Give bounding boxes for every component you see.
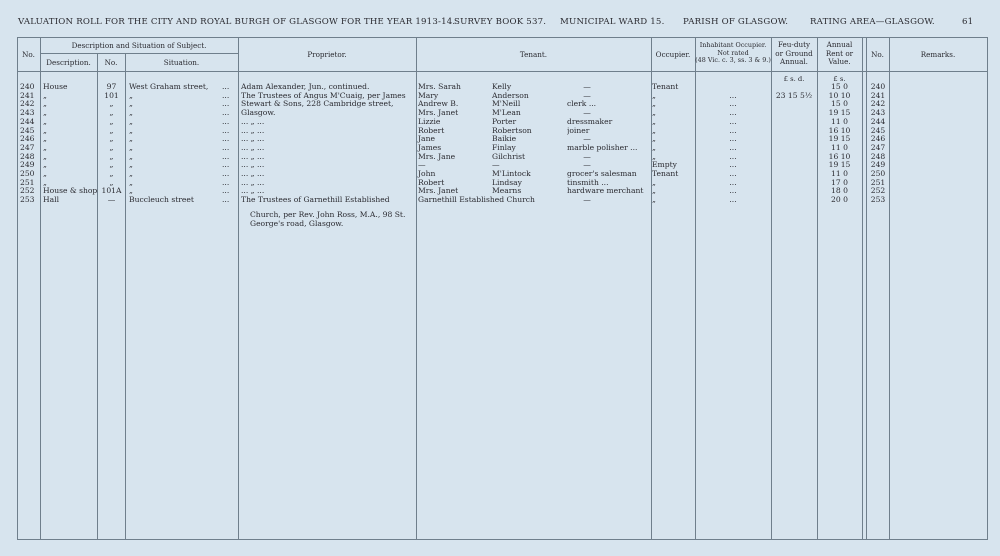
feu-currency: £ s. d.: [783, 75, 805, 83]
row-occupation: —: [583, 109, 591, 118]
desc-group-rule: [40, 53, 238, 54]
row-tenant-first: Mary: [418, 90, 439, 100]
row-situation: „: [129, 125, 133, 135]
row-inhabitant: ...: [729, 186, 737, 196]
row-proprietor: ... „ ...: [241, 125, 265, 135]
rating-area: RATING AREA—GLASGOW.: [810, 17, 935, 27]
row-tenant-last: M'Lintock: [492, 169, 531, 178]
row-tenant-first: James: [418, 142, 442, 152]
col-header-tenant: Tenant.: [519, 50, 548, 59]
row-no-right: 248: [870, 151, 886, 161]
feu-line: Annual.: [780, 57, 808, 66]
row-occupier: „: [652, 134, 656, 144]
col-rule: [40, 37, 41, 540]
row-no-right: 244: [870, 116, 886, 126]
row-proprietor: Glasgow.: [241, 108, 276, 118]
row-proprietor: ... „ ...: [241, 134, 265, 144]
row-occupation: hardware merchant: [567, 187, 644, 196]
row-annual-rent: 16 10: [828, 125, 851, 135]
inhabitant-line: Not rated: [717, 48, 749, 57]
row-tenant-first: Jane: [418, 134, 435, 144]
row-number: „: [109, 125, 114, 135]
row-annual-rent: 20 0: [831, 195, 848, 205]
row-occupier: „: [652, 142, 656, 152]
row-annual-rent: 18 0: [831, 186, 848, 196]
row-tenant-first: Mrs. Jane: [418, 151, 456, 161]
row-situation: „: [129, 116, 133, 126]
row-no: 250: [20, 169, 35, 178]
row-annual-rent: 15 0: [831, 82, 848, 91]
col-header-occupier: Occupier.: [655, 50, 691, 59]
row-feu-duty: 23 15 5½: [775, 90, 813, 100]
row-no: 241: [20, 90, 35, 100]
row-inhabitant: ...: [729, 195, 737, 205]
row-tenant-last: Baikie: [492, 134, 517, 144]
row-description: House: [43, 83, 68, 91]
row-occupation: —: [583, 152, 591, 161]
row-proprietor: ... „ ...: [241, 177, 265, 187]
row-inhabitant: ...: [729, 125, 737, 135]
row-occupier: „: [652, 151, 656, 161]
row-occupier: Empty: [652, 160, 677, 170]
row-no: 253: [20, 195, 35, 205]
row-proprietor: ... „ ...: [241, 116, 265, 126]
proprietor-continuation: George's road, Glasgow.: [250, 219, 344, 228]
col-header-no: No.: [22, 50, 35, 59]
row-occupation: —: [583, 196, 591, 205]
row-description: House & shop: [43, 187, 97, 196]
row-occupier: Tenant: [652, 169, 679, 178]
row-occupier: „: [652, 195, 656, 205]
col-header-proprietor: Proprietor.: [307, 50, 347, 59]
row-leader-dots: ...: [222, 99, 230, 109]
row-no-right: 250: [870, 169, 886, 178]
row-proprietor: ... „ ...: [241, 142, 265, 152]
feu-line: or Ground: [775, 48, 813, 58]
row-description: „: [43, 117, 47, 126]
row-no-right: 253: [870, 195, 886, 205]
row-occupation: marble polisher ...: [567, 143, 638, 152]
col-rule: [17, 37, 18, 540]
header-bottom-rule: [17, 71, 987, 72]
row-occupation: grocer's salesman: [567, 170, 637, 178]
feu-line: Feu-duty: [777, 40, 811, 49]
col-header-desc-group: Description and Situation of Subject.: [71, 41, 207, 50]
row-no: 246: [20, 134, 35, 144]
row-proprietor: ... „ ...: [241, 151, 265, 161]
row-tenant-first: Mrs. Janet: [418, 108, 459, 118]
annual-line: Rent or: [825, 48, 854, 58]
row-tenant-last: Lindsay: [492, 177, 522, 187]
row-occupier: „: [652, 108, 656, 118]
row-no: 244: [20, 116, 35, 126]
row-occupier: „: [652, 177, 656, 187]
row-annual-rent: 11 0: [831, 169, 848, 178]
top-rule: [17, 37, 987, 38]
col-header-no-right: No.: [871, 50, 884, 59]
row-proprietor: ... „ ...: [241, 169, 265, 178]
row-leader-dots: ...: [222, 177, 230, 187]
row-proprietor: Adam Alexander, Jun., continued.: [241, 82, 370, 91]
row-inhabitant: ...: [729, 160, 737, 170]
row-tenant-first: Lizzie: [418, 116, 441, 126]
annual-line: Annual: [826, 40, 853, 49]
row-no: 249: [20, 160, 35, 170]
row-number: „: [109, 134, 114, 144]
row-number: „: [109, 177, 114, 187]
proprietor-continuation: Church, per Rev. John Ross, M.A., 98 St.: [250, 210, 406, 219]
row-description: „: [43, 161, 47, 170]
row-description: „: [43, 152, 47, 161]
row-situation: „: [129, 108, 133, 118]
row-annual-rent: 15 0: [831, 99, 848, 109]
row-no: 252: [20, 186, 35, 196]
row-number: „: [109, 108, 114, 118]
col-rule: [125, 53, 126, 540]
row-no-right: 249: [870, 160, 886, 170]
row-description: „: [43, 135, 47, 144]
municipal-ward: MUNICIPAL WARD 15.: [560, 17, 665, 27]
row-description: „: [43, 143, 47, 152]
row-number: „: [109, 169, 114, 178]
row-number: 101A: [101, 186, 122, 196]
row-number: „: [109, 116, 114, 126]
row-description: „: [43, 126, 47, 135]
row-tenant-last: —: [492, 160, 500, 170]
row-occupation: clerk ...: [567, 100, 597, 109]
col-header-annual-rent: [817, 41, 862, 67]
row-situation: „: [129, 99, 133, 109]
bottom-rule: [17, 539, 987, 540]
row-number: —: [107, 195, 116, 205]
row-situation: „: [129, 160, 133, 170]
row-tenant-first: Garnethill Established Church: [418, 195, 535, 205]
row-number: „: [109, 99, 114, 109]
row-occupation: —: [583, 135, 591, 144]
row-annual-rent: 17 0: [831, 177, 848, 187]
row-tenant-first: Robert: [418, 125, 445, 135]
roll-title: VALUATION ROLL FOR THE CITY AND ROYAL BURGH OF GLASGOW FOR THE YEAR 1913-14.: [18, 17, 456, 27]
row-tenant-first: Mrs. Janet: [418, 186, 459, 196]
row-annual-rent: 10 10: [828, 90, 851, 100]
row-number: „: [109, 160, 114, 170]
row-no-right: 241: [870, 90, 886, 100]
row-no-right: 247: [870, 142, 886, 152]
row-tenant-last: Kelly: [492, 82, 512, 91]
row-number: 97: [106, 82, 117, 91]
row-proprietor: Stewart & Sons, 228 Cambridge street,: [241, 99, 394, 109]
row-no-right: 242: [870, 99, 886, 109]
col-header-number: No.: [104, 58, 118, 67]
row-leader-dots: ...: [222, 125, 230, 135]
row-proprietor: The Trustees of Garnethill Established: [241, 195, 390, 205]
row-description: „: [43, 178, 47, 187]
row-occupation: —: [583, 83, 591, 91]
row-situation: West Graham street,: [129, 82, 209, 91]
row-situation: „: [129, 169, 133, 178]
row-leader-dots: ...: [222, 134, 230, 144]
row-leader-dots: ...: [222, 169, 230, 178]
row-no-right: 245: [870, 125, 886, 135]
col-rule: [771, 37, 772, 540]
page-number: 61: [962, 17, 974, 27]
row-occupier: „: [652, 99, 656, 109]
row-situation: „: [129, 134, 133, 144]
row-situation: „: [129, 151, 133, 161]
row-no: 251: [20, 177, 35, 187]
col-rule: [97, 53, 98, 540]
row-tenant-first: Robert: [418, 177, 445, 187]
row-tenant-first: —: [418, 160, 426, 170]
row-leader-dots: ...: [222, 160, 230, 170]
row-annual-rent: 19 15: [828, 134, 851, 144]
row-occupier: „: [652, 186, 656, 196]
row-occupation: —: [583, 161, 591, 170]
row-leader-dots: ...: [222, 142, 230, 152]
row-occupier: „: [652, 116, 656, 126]
row-situation: Buccleuch street: [129, 195, 194, 205]
row-no: 247: [20, 142, 35, 152]
row-tenant-first: Mrs. Sarah: [418, 82, 461, 91]
row-number: „: [109, 151, 114, 161]
col-rule: [416, 37, 417, 540]
row-occupier: Tenant: [652, 82, 679, 91]
row-inhabitant: ...: [729, 151, 737, 161]
row-proprietor: ... „ ...: [241, 160, 265, 170]
row-no: 242: [20, 99, 35, 109]
row-leader-dots: ...: [222, 82, 230, 91]
row-inhabitant: ...: [729, 108, 737, 118]
row-tenant-last: Mearns: [492, 186, 522, 196]
row-tenant-last: Robertson: [492, 125, 532, 135]
row-leader-dots: ...: [222, 186, 230, 196]
row-inhabitant: ...: [729, 134, 737, 144]
row-occupier: „: [652, 90, 656, 100]
inhabitant-line: (48 Vic. c. 3, ss. 3 & 9.): [695, 56, 771, 65]
row-occupation: dressmaker: [567, 117, 613, 126]
row-annual-rent: 19 15: [828, 160, 851, 170]
row-inhabitant: ...: [729, 116, 737, 126]
row-no: 245: [20, 125, 35, 135]
row-inhabitant: ...: [729, 99, 737, 109]
row-occupier: „: [652, 125, 656, 135]
row-inhabitant: ...: [729, 177, 737, 187]
col-rule: [889, 37, 890, 540]
row-annual-rent: 19 15: [828, 108, 851, 118]
row-leader-dots: ...: [222, 90, 230, 100]
row-proprietor: ... „ ...: [241, 186, 265, 196]
row-tenant-last: Gilchrist: [492, 151, 526, 161]
row-situation: „: [129, 142, 133, 152]
row-annual-rent: 11 0: [831, 116, 848, 126]
row-proprietor: The Trustees of Angus M'Cuaig, per James: [241, 90, 406, 100]
row-leader-dots: ...: [222, 116, 230, 126]
col-header-description: Description.: [46, 58, 91, 67]
row-tenant-last: M'Lean: [492, 108, 521, 118]
row-leader-dots: ...: [222, 108, 230, 118]
row-description: „: [43, 109, 47, 118]
inhabitant-line: Inhabitant Occupier.: [699, 41, 767, 49]
col-header-inhabitant: [695, 42, 771, 65]
row-number: „: [109, 142, 114, 152]
survey-book: SURVEY BOOK 537.: [454, 17, 547, 27]
row-annual-rent: 11 0: [831, 142, 848, 152]
row-no-right: 251: [870, 177, 886, 187]
row-tenant-first: Andrew B.: [418, 99, 459, 109]
row-situation: „: [129, 186, 133, 196]
row-situation: „: [129, 177, 133, 187]
row-no: 248: [20, 151, 35, 161]
col-rule: [238, 37, 239, 540]
row-inhabitant: ...: [729, 169, 737, 178]
row-leader-dots: ...: [222, 195, 230, 205]
col-header-feu-duty: [771, 41, 817, 67]
col-rule: [862, 37, 863, 540]
parish: PARISH OF GLASGOW.: [683, 17, 789, 27]
col-header-situation: Situation.: [163, 58, 200, 67]
col-rule: [987, 37, 988, 540]
row-situation: „: [129, 90, 133, 100]
row-occupation: joiner: [567, 126, 590, 135]
row-tenant-last: Anderson: [492, 90, 529, 100]
row-tenant-first: John: [418, 169, 436, 178]
row-occupation: —: [583, 91, 591, 100]
row-no: 243: [20, 108, 35, 118]
row-number: 101: [104, 90, 119, 100]
row-no-right: 246: [870, 134, 886, 144]
row-no-right: 252: [870, 186, 886, 196]
row-description: „: [43, 91, 47, 100]
row-no-right: 240: [870, 82, 886, 91]
row-no-right: 243: [870, 108, 886, 118]
row-description: Hall: [43, 196, 60, 205]
row-tenant-last: Porter: [492, 116, 517, 126]
col-header-remarks: Remarks.: [920, 50, 956, 59]
row-inhabitant: ...: [729, 142, 737, 152]
row-occupation: tinsmith ...: [567, 178, 609, 187]
row-no: 240: [20, 82, 35, 91]
row-annual-rent: 16 10: [828, 151, 851, 161]
row-description: „: [43, 170, 47, 178]
row-inhabitant: ...: [729, 90, 737, 100]
annual-line: Value.: [828, 57, 851, 66]
row-leader-dots: ...: [222, 151, 230, 161]
row-tenant-last: M'Neill: [492, 99, 521, 109]
row-description: „: [43, 100, 47, 109]
annual-currency: £ s.: [833, 75, 846, 83]
row-tenant-last: Finlay: [492, 142, 516, 152]
